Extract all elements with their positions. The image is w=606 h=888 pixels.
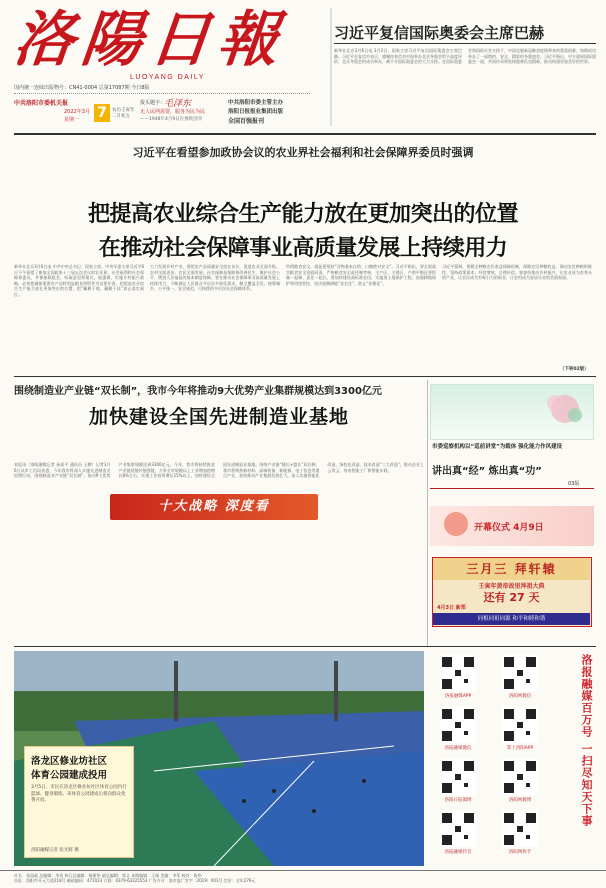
masthead-right-2: 洛阳日报报业集团出版 [228, 109, 284, 115]
lead-headline-line2[interactable]: 在推动社会保障事业高质量发展上持续用力 [98, 236, 508, 261]
promo2-title: 开幕仪式 4月9日 [474, 523, 544, 533]
photo-title-line1[interactable]: 洛龙区修业坊社区 [31, 756, 108, 767]
promo1-title[interactable]: 讲出真“经” 炼出真“功” [432, 466, 542, 477]
divider [334, 43, 596, 44]
photo-title-line2[interactable]: 体育公园建成投用 [31, 770, 108, 781]
second-body: 本报讯（洛阳融媒记者 孙高平 通讯员 王鹏）记者3月6日从市工信局获悉，今年我市将深入实施先进制造业倍增行动，围绕制造业产业链“双长制”，推动9大优势产业集群规模达到3300亿元。今年，我市将持续推进产业链延链补链强链，力争全市规模以上工业增加值增长8%左右，实现工业投资增长15%以上，加快建设全国先进制造业基地。围绕产业链“链长+盟长”双长制，我市将聚焦新材料、高端装备、新能源、电子信息等重点产业，加快推动产业集群发展壮大。深入实施智能化改造、绿色化改造、技术改造“三大改造”，推动企业上云用云，培育智能工厂和智能车间。 [14, 462, 424, 479]
photo-caption: 3月5日，市民在洛龙区修业坊社区体育公园内打篮球、健身锻炼。该体育公园建成后将向群众免费开放。 [31, 785, 127, 803]
media-sidebar-slogan: 洛报融媒百万号 一扫尽知天下事 [580, 654, 593, 827]
footer [0, 870, 606, 888]
motto: 无人民网需要，服务为民为民 [140, 109, 206, 115]
qr-code[interactable] [440, 707, 476, 743]
date-day: 7 [94, 104, 110, 122]
lead-body-col1: 新华社北京3月6日电 中共中央总书记、国家主席、中央军委主席习近平6日下午看望了参加全国政协十三届五次会议的农业界、社会福利和社会保障界委员，并参加联组会，听取意见和建议。他强调，实施乡村振兴战略，必须把确保重要农产品特别是粮食供给作为首要任务，把提高农业综合生产能力放在更加突出的位置，把“藏粮于地、藏粮于技”真正落实到位。 [14, 264, 144, 297]
continued-label[interactable]: （下转02版） [560, 367, 589, 372]
qr-label: 洛报融媒抖音 [444, 850, 472, 855]
column-divider [427, 380, 428, 646]
promo1-subtitle: 市委巡察机构以“巡前讲堂”为载体 强化能力作风建设 [432, 444, 563, 450]
qr-code[interactable] [502, 707, 538, 743]
promo-banner-ceremony[interactable] [430, 506, 594, 546]
slogan-label: 报头题字： [140, 100, 166, 106]
qr-label: 洛阳网微信 [508, 694, 532, 699]
top-right-article-title[interactable]: 习近平复信国际奥委会主席巴赫 [334, 24, 545, 42]
ad-countdown: 还有 27 天 [483, 591, 540, 604]
lead-body-col2: 大力发展乡村产业，要把农产品质量安全放在首位，促进农业全面升级、农村全面进步、农民全面发展。社会保障是保障和改善民生、维护社会公平、增进人民福祉的基本制度保障，要在推动社会保障事业高质量发展上持续用力，不断满足人民群众多层次多样化需求，健全覆盖全民、统筹城乡、公平统一、安全规范、可持续的多层次社会保障体系。 [150, 264, 280, 292]
newspaper-logo-english: LUOYANG DAILY [130, 74, 205, 81]
qr-grid [432, 651, 562, 866]
qr-code[interactable] [502, 811, 538, 847]
qr-code[interactable] [502, 655, 538, 691]
ad-line: 壬寅年黄帝故里拜祖大典 [478, 583, 545, 590]
qr-label: 掌上洛阳APP [506, 746, 534, 751]
divider [430, 488, 594, 489]
lead-kicker: 习近平在看望参加政协会议的农业界社会福利和社会保障界委员时强调 [132, 146, 474, 159]
qr-label: 洛报融媒微信 [444, 746, 472, 751]
promo1-page[interactable]: 03版 [568, 481, 580, 487]
masthead-right-3: 全国百强报刊 [228, 118, 265, 125]
ad-footer: 同根同祖同源 和平和睦和谐 [433, 613, 590, 625]
second-headline[interactable]: 加快建设全国先进制造业基地 [88, 406, 349, 428]
qr-label: 洛报融媒APP [444, 694, 472, 699]
ancestor-ceremony-ad[interactable] [432, 557, 592, 627]
footer-line1: 社长：张国政 总编辑：李英 执行总编辑：杨建华 副总编辑：郑义 本期编辑：王刚 美编：李军 校对：陈华 [14, 873, 202, 878]
strategy-banner: 十大战略 深度看 [110, 494, 318, 520]
flower-icon [541, 389, 589, 429]
signature: 毛泽东 [164, 99, 192, 109]
ad-title: 三月三 拜轩辕 [433, 558, 590, 580]
ad-date: 4月3日 新郑 [437, 605, 466, 611]
badge-icon [444, 512, 468, 536]
date-year: 2022年3月 [64, 109, 90, 115]
date-weekday: 星期一 [64, 117, 80, 123]
masthead-right-1: 中共洛阳市委主管主办 [228, 100, 284, 106]
founding-line: ——1948年4月9日在豫陕创刊 [140, 117, 203, 122]
top-right-article-body: 新华社北京3月6日电 3月2日，国家主席习近平复信国际奥委会主席巴赫。习近平在复信中表示，感谢你来信对中国举办北京冬奥会给予高度评价，北京冬奥会的成功举办，离不开国际奥委会的大力支持。在国际奥委会和国际社会支持下，中国克服新冠肺炎疫情带来的重重困难，如期成功举办了一届简约、安全、精彩的冬奥盛会。习近平指出，中方愿同国际奥委会一道，共同传承和发扬奥林匹克精神，推动构建更加美好的世界。 [334, 48, 596, 65]
section-divider [14, 646, 596, 647]
newspaper-logo: 洛陽日報 [10, 5, 290, 75]
qr-label: 洛阳日报微博 [444, 798, 472, 803]
qr-label: 洛阳网快手 [508, 850, 532, 855]
qr-label: 洛阳网微博 [508, 798, 532, 803]
issue-line: 国内统一连续出版物号：CN41-0004 总第17087期 今日8版 [14, 85, 150, 91]
qr-code[interactable] [440, 811, 476, 847]
promo-banner-green[interactable] [430, 384, 594, 440]
party-label: 中共洛阳市委机关报 [14, 100, 69, 107]
section-divider [14, 376, 596, 377]
divider [14, 93, 310, 94]
masthead [0, 0, 325, 128]
lead-body-col3: 所谓粮食安全，就是要坚持“谷物基本自给、口粮绝对安全”。习近平指出，要全面落实粮食安全党政同责，严格粮食安全责任制考核，主产区、主销区、产销平衡区要饭碗一起端、责任一起扛。要加快建设高标准农田，实施黑土地保护工程，加强耕地保护和用途管控，坚决遏制耕地“非农化”、防止“非粮化”。 [286, 264, 436, 286]
qr-code[interactable] [440, 655, 476, 691]
section-divider [14, 133, 596, 135]
footer-line2: 社址：洛阳市开元大道218号 邮政编码：471023 订阅：0379-63325553 广告许可：洛市监广发字〔2019〕001号 定价：全年276元 [14, 878, 256, 884]
qr-code[interactable] [502, 759, 538, 795]
column-divider [330, 8, 332, 126]
photo-caption-box [24, 746, 134, 858]
qr-code[interactable] [440, 759, 476, 795]
lead-body-col4: 习近平强调，要健全种粮农民收益保障机制，保障农民种粮收益，调动农民种粮积极性，坚持政策保本、经营增效、合理补偿。要加快推动乡村振兴，让农业成为有奔头的产业，让农民成为有吸引力的职业，让农村成为安居乐业的美丽家园。 [442, 264, 592, 281]
lead-headline-line1[interactable]: 把提高农业综合生产能力放在更加突出的位置 [87, 202, 518, 227]
second-kicker: 围绕制造业产业链“双长制”，我市今年将推动9大优势产业集群规模达到3300亿元 [14, 386, 382, 397]
photo-credit: 洛阳融媒记者 张光辉 摄 [31, 848, 79, 853]
masthead-info [14, 96, 310, 126]
lunar-date: 农历壬寅年 二月初五 [112, 108, 135, 119]
